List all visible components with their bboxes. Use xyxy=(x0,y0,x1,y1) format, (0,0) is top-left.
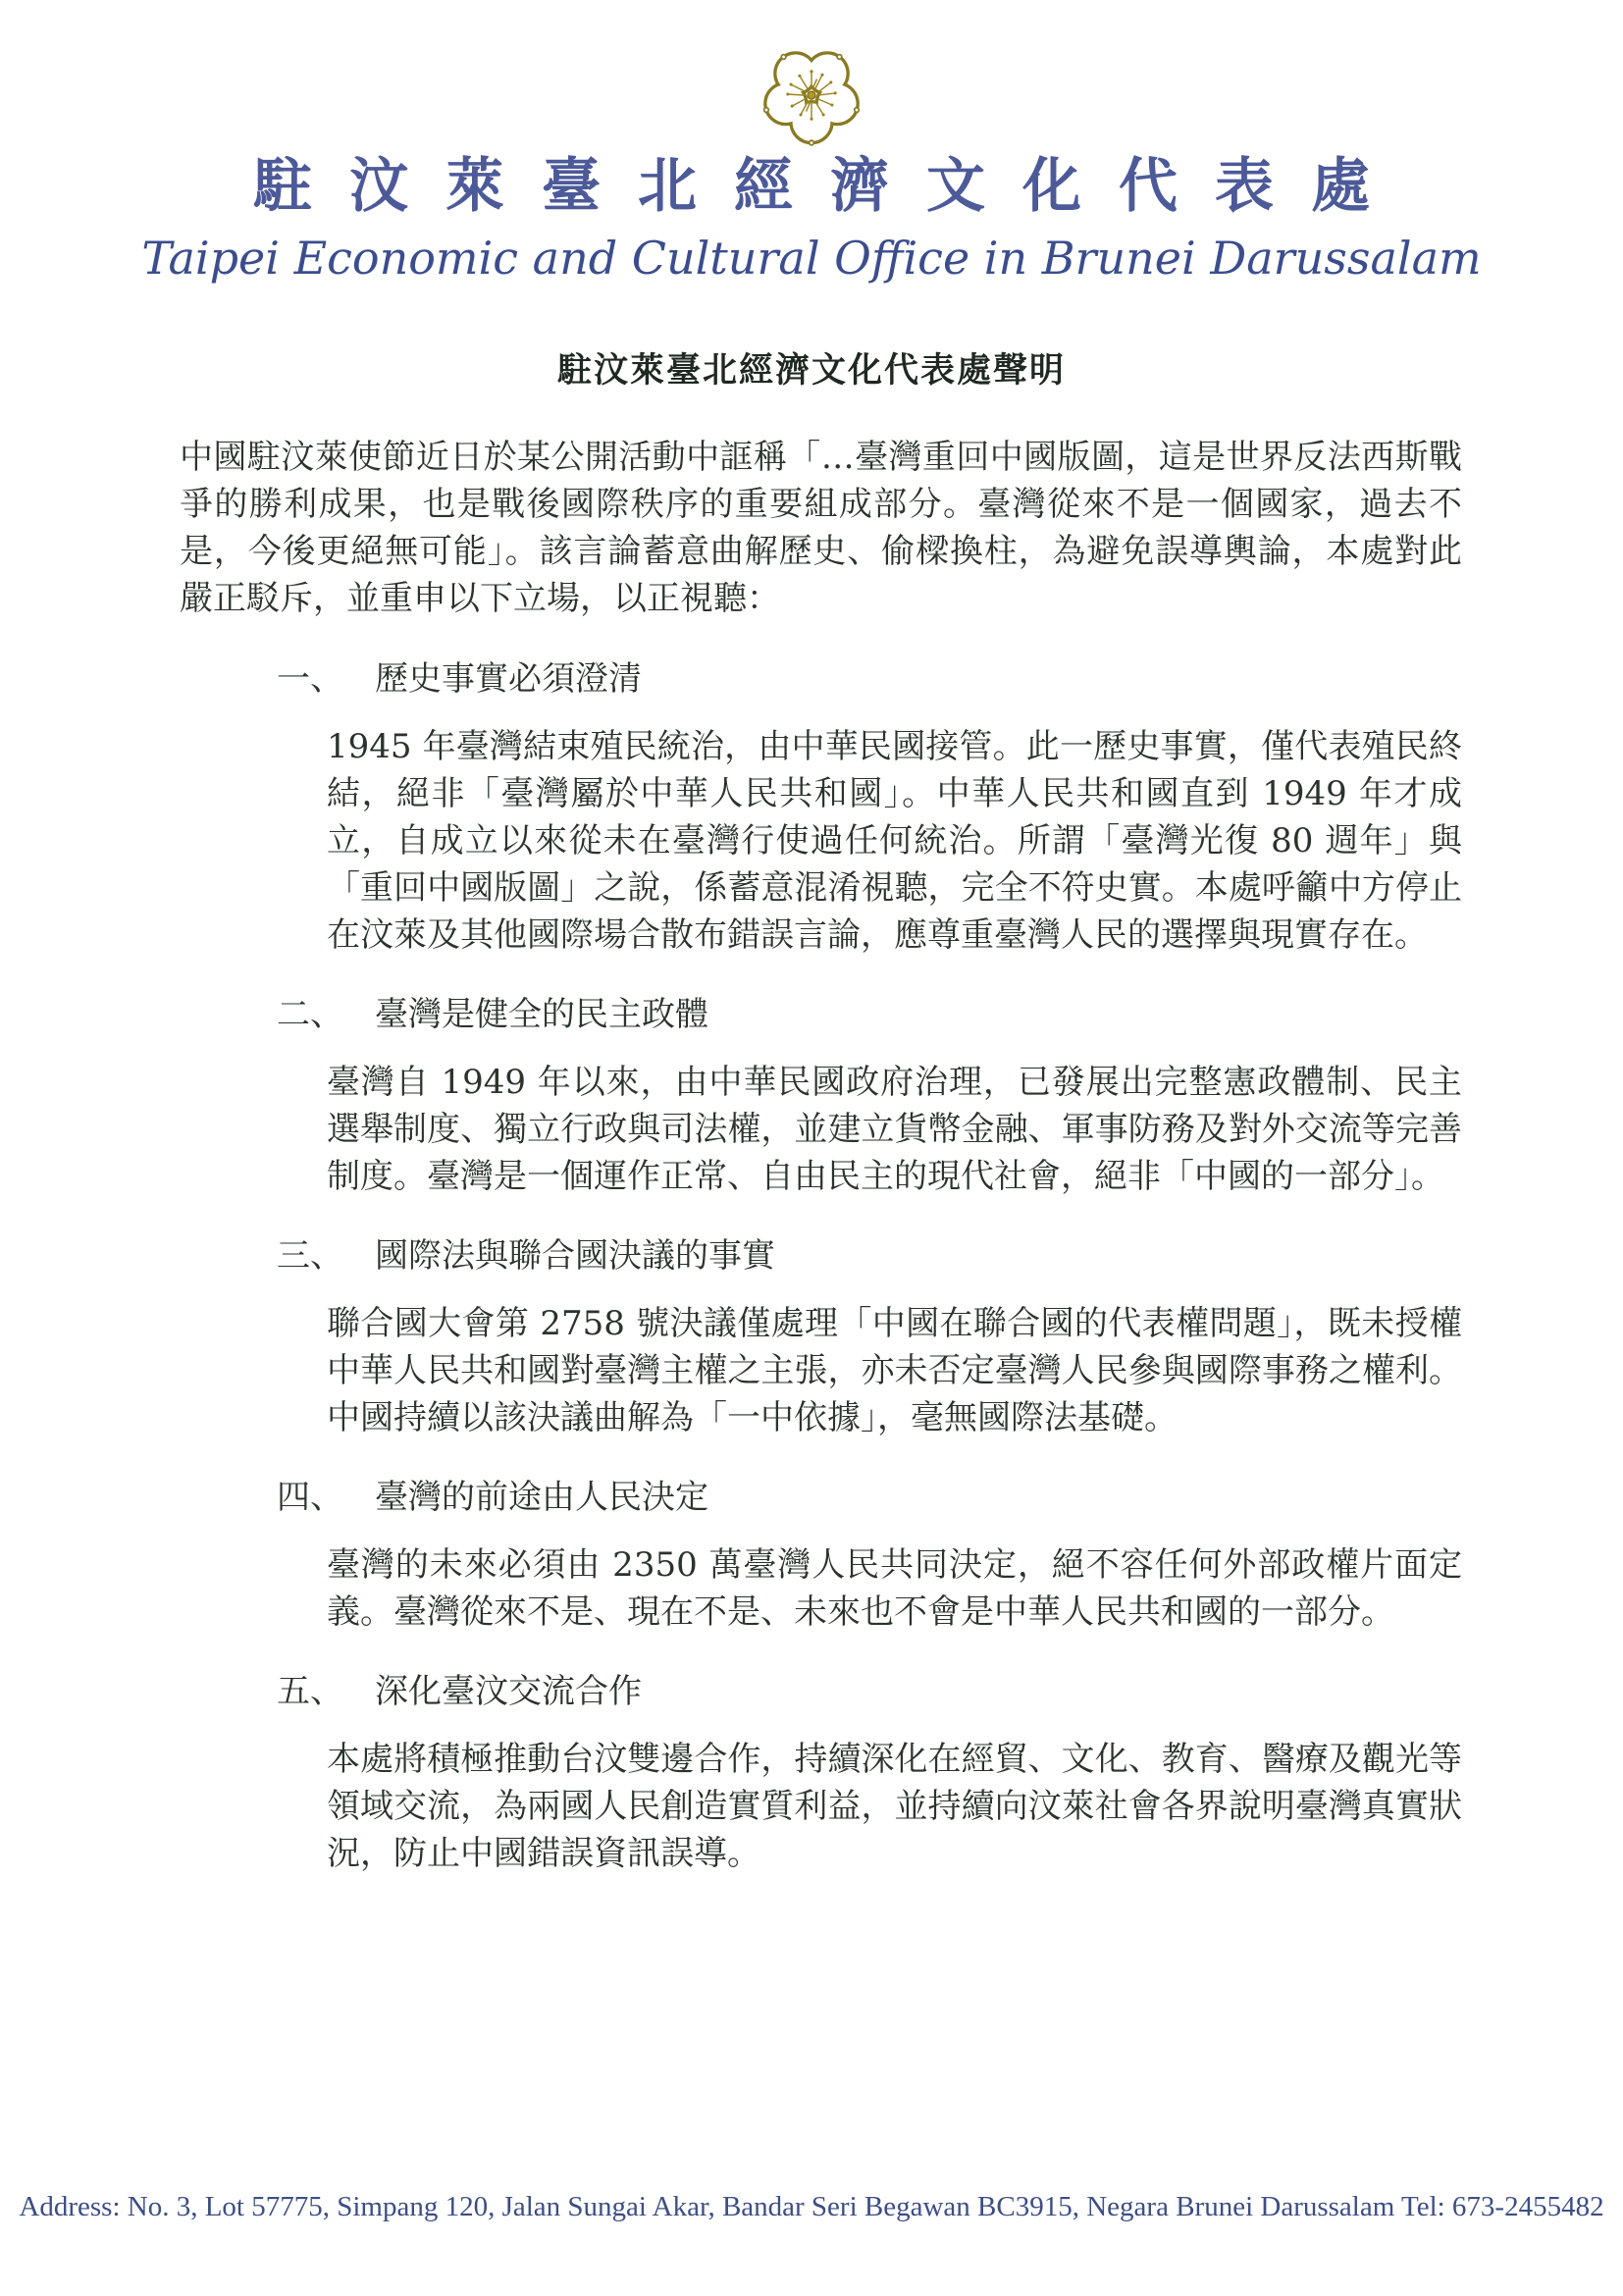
org-name-chinese: 駐汶萊臺北經濟文化代表處 xyxy=(253,152,1407,221)
section-1-body: 1945 年臺灣結束殖民統治，由中華民國接管。此一歷史事實，僅代表殖民終結，絕非「臺灣屬於中華人民共和國」。中華人民共和國直到 1949 年才成立，自成立以來從未在臺灣行使過任何統治。所謂「臺灣光復 80 週年」與「重回中國版圖」之說，係蓄意混淆視聽，完全不符史實。本處呼籲中方停止在汶萊及其他國際場合散布錯誤言論，應尊重臺灣人民的選擇與現實存在。 xyxy=(327,727,1462,955)
section-4-heading xyxy=(277,1474,1462,1521)
statement-content xyxy=(0,349,1623,1909)
section-3-heading-text: 國際法與聯合國決議的事實 xyxy=(375,1236,775,1276)
footer-address: Address: No. 3, Lot 57775, Simpang 120, Jalan Sungai Akar, Bandar Seri Begawan BC3915, Negara Brunei Darussalam Tel: 673-2455482 xyxy=(19,2191,1604,2222)
section-3-body: 聯合國大會第 2758 號決議僅處理「中國在聯合國的代表權問題」，既未授權中華人民共和國對臺灣主權之主張，亦未否定臺灣人民參與國際事務之權利。中國持續以該決議曲解為「一中依據」，毫無國際法基礎。 xyxy=(327,1304,1462,1437)
section-5-body: 本處將積極推動台汶雙邊合作，持續深化在經貿、文化、教育、醫療及觀光等領域交流，為兩國人民創造實質利益，並持續向汶萊社會各界說明臺灣真實狀況，防止中國錯誤資訊誤導。 xyxy=(327,1740,1462,1873)
intro-paragraph: 中國駐汶萊使節近日於某公開活動中誆稱「…臺灣重回中國版圖，這是世界反法西斯戰爭的勝利成果，也是戰後國際秩序的重要組成部分。臺灣從來不是一個國家，過去不是，今後更絕無可能」。該言論蓄意曲解歷史、偷樑換柱，為避免誤導輿論，本處對此嚴正駁斥，並重申以下立場，以正視聽： xyxy=(180,438,1462,618)
section-2-heading xyxy=(277,991,1462,1038)
section-1-number: 一、 xyxy=(277,659,343,699)
section-2-body: 臺灣自 1949 年以來，由中華民國政府治理，已發展出完整憲政體制、民主選舉制度、獨立行政與司法權，並建立貨幣金融、軍事防務及對外交流等完善制度。臺灣是一個運作正常、自由民主的現代社會，絕非「中國的一部分」。 xyxy=(327,1063,1462,1196)
section-2 xyxy=(0,991,1623,1200)
section-3-number: 三、 xyxy=(277,1236,343,1276)
section-2-number: 二、 xyxy=(277,995,343,1034)
section-4-number: 四、 xyxy=(277,1478,343,1517)
section-1-heading xyxy=(277,655,1462,703)
org-name-english: Taipei Economic and Cultural Office in Brunei Darussalam xyxy=(141,232,1482,285)
plum-blossom-emblem-icon xyxy=(758,39,865,149)
section-2-heading-text: 臺灣是健全的民主政體 xyxy=(375,995,708,1034)
section-4-body: 臺灣的未來必須由 2350 萬臺灣人民共同決定，絕不容任何外部政權片面定義。臺灣從來不是、現在不是、未來也不會是中華人民共和國的一部分。 xyxy=(327,1545,1462,1632)
section-3-heading xyxy=(277,1232,1462,1279)
section-5-heading-text: 深化臺汶交流合作 xyxy=(375,1672,642,1711)
section-1 xyxy=(0,655,1623,959)
statement-title: 駐汶萊臺北經濟文化代表處聲明 xyxy=(556,350,1066,391)
section-5-heading xyxy=(277,1668,1462,1715)
section-1-heading-text: 歷史事實必須澄清 xyxy=(375,659,642,699)
section-5 xyxy=(0,1668,1623,1877)
section-4-heading-text: 臺灣的前途由人民決定 xyxy=(375,1478,708,1517)
section-3 xyxy=(0,1232,1623,1441)
section-4 xyxy=(0,1474,1623,1636)
section-5-number: 五、 xyxy=(277,1672,343,1711)
